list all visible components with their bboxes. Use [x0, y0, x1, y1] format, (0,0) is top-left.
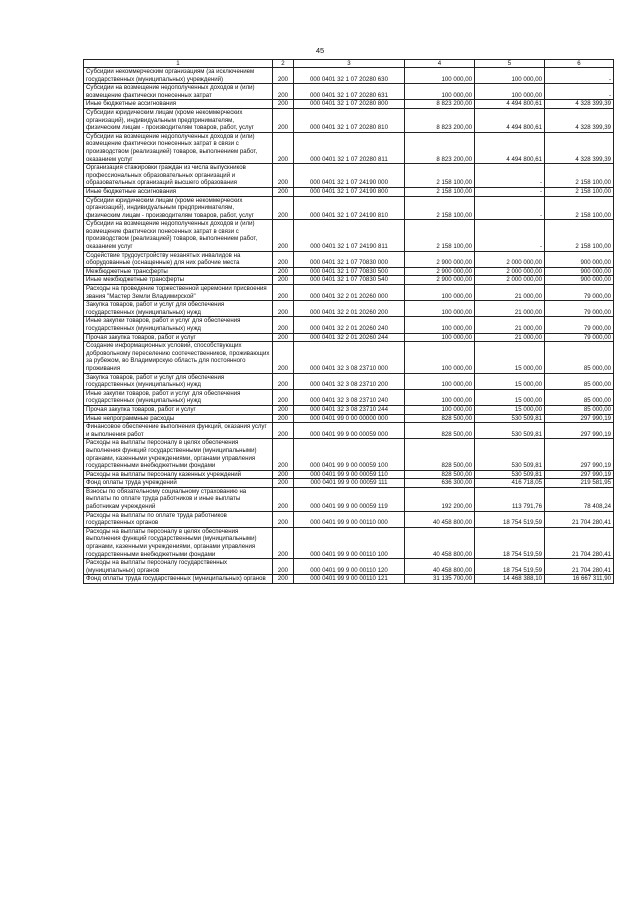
row-name: Фонд оплаты труда государственных (муниципальных) органов [84, 575, 273, 584]
row-line-code: 200 [273, 108, 294, 132]
row-unexecuted-amount: 85 000,00 [545, 389, 614, 405]
row-name: Субсидии на возмещение недополученных доходов и (или) возмещение фактически понесенных затрат в связи с производством (реализацией) товаров, выполнением работ, оказанием услуг [84, 220, 273, 251]
row-name: Иные бюджетные ассигнования [84, 187, 273, 196]
row-executed-amount: 18 754 519,59 [475, 559, 545, 575]
row-unexecuted-amount: 79 000,00 [545, 317, 614, 333]
row-name: Иные непрограммные расходы [84, 414, 273, 423]
row-line-code: 200 [273, 470, 294, 479]
row-approved-amount: 40 458 800,00 [405, 511, 475, 527]
row-approved-amount: 100 000,00 [405, 342, 475, 373]
row-name: Расходы на выплаты персоналу государственных (муниципальных) органов [84, 559, 273, 575]
row-executed-amount: 2 000 000,00 [475, 267, 545, 276]
row-line-code: 200 [273, 333, 294, 342]
table-row [84, 220, 614, 251]
row-line-code: 200 [273, 276, 294, 285]
table-row [84, 251, 614, 267]
row-executed-amount: 21 000,00 [475, 317, 545, 333]
row-approved-amount: 192 200,00 [405, 487, 475, 511]
row-unexecuted-amount: 79 000,00 [545, 333, 614, 342]
row-budget-code: 000 0401 32 1 07 20280 810 [294, 108, 405, 132]
row-name: Прочая закупка товаров, работ и услуг [84, 405, 273, 414]
row-executed-amount: 15 000,00 [475, 373, 545, 389]
table-row [84, 164, 614, 188]
row-line-code: 200 [273, 487, 294, 511]
row-unexecuted-amount: - [545, 84, 614, 100]
row-budget-code: 000 0401 32 3 08 23710 244 [294, 405, 405, 414]
row-executed-amount: 18 754 519,59 [475, 511, 545, 527]
row-approved-amount: 2 158 100,00 [405, 220, 475, 251]
row-name: Финансовое обеспечение выполнения функций, оказания услуг и выполнения работ [84, 423, 273, 439]
table-row [84, 414, 614, 423]
row-budget-code: 000 0401 99 9 00 00059 000 [294, 423, 405, 439]
row-name: Субсидии юридическим лицам (кроме некоммерческих организаций), индивидуальным предпринимателям, физическим лицам - производителям товаров, работ, услуг [84, 108, 273, 132]
table-row [84, 317, 614, 333]
row-executed-amount: 4 494 800,61 [475, 132, 545, 163]
row-name: Фонд оплаты труда учреждений [84, 479, 273, 488]
row-name: Закупка товаров, работ и услуг для обеспечения государственных (муниципальных) нужд [84, 373, 273, 389]
row-approved-amount: 2 900 000,00 [405, 276, 475, 285]
row-unexecuted-amount: 297 990,19 [545, 414, 614, 423]
row-budget-code: 000 0401 32 1 07 70830 000 [294, 251, 405, 267]
row-name: Создание информационных условий, способствующих добровольному переселению соотечественников, проживающих за рубежом, во Владимирскую область для постоянного проживания [84, 342, 273, 373]
row-unexecuted-amount: 4 328 399,39 [545, 108, 614, 132]
row-name: Расходы на проведение торжественной церемонии присвоения звания "Мастер Земли Владимирской" [84, 285, 273, 301]
row-executed-amount: 21 000,00 [475, 333, 545, 342]
row-approved-amount: 2 900 000,00 [405, 251, 475, 267]
column-header: 4 [405, 60, 475, 68]
row-name: Иные закупки товаров, работ и услуг для обеспечения государственных (муниципальных) нужд [84, 317, 273, 333]
row-executed-amount: 4 494 800,61 [475, 100, 545, 109]
row-name: Иные бюджетные ассигнования [84, 100, 273, 109]
row-unexecuted-amount: 16 667 311,90 [545, 575, 614, 584]
row-line-code: 200 [273, 559, 294, 575]
row-line-code: 200 [273, 317, 294, 333]
row-name: Расходы на выплаты персоналу в целях обеспечения выполнения функций государственными (муниципальными) органами, казенными учреждениями, органами управления государственными внебюджетными фондами [84, 527, 273, 558]
row-approved-amount: 100 000,00 [405, 301, 475, 317]
row-budget-code: 000 0401 99 9 00 00110 100 [294, 527, 405, 558]
row-budget-code: 000 0401 32 2 01 20260 240 [294, 317, 405, 333]
row-executed-amount: 14 468 388,10 [475, 575, 545, 584]
row-executed-amount: 100 000,00 [475, 68, 545, 84]
row-executed-amount: 21 000,00 [475, 285, 545, 301]
row-budget-code: 000 0401 32 1 07 70830 540 [294, 276, 405, 285]
row-budget-code: 000 0401 32 3 08 23710 200 [294, 373, 405, 389]
row-line-code: 200 [273, 479, 294, 488]
row-line-code: 200 [273, 373, 294, 389]
table-row [84, 405, 614, 414]
row-approved-amount: 100 000,00 [405, 373, 475, 389]
row-line-code: 200 [273, 187, 294, 196]
row-executed-amount: 4 494 800,61 [475, 108, 545, 132]
row-budget-code: 000 0401 32 1 07 20280 630 [294, 68, 405, 84]
table-row [84, 108, 614, 132]
row-line-code: 200 [273, 100, 294, 109]
page-number: 45 [315, 46, 325, 55]
column-header: 6 [545, 60, 614, 68]
row-budget-code: 000 0401 32 1 07 20280 811 [294, 132, 405, 163]
row-executed-amount: 530 509,81 [475, 414, 545, 423]
row-line-code: 200 [273, 84, 294, 100]
row-line-code: 200 [273, 164, 294, 188]
row-executed-amount: 100 000,00 [475, 84, 545, 100]
row-line-code: 200 [273, 267, 294, 276]
row-name: Субсидии на возмещение недополученных доходов и (или) возмещение фактически понесенных затрат в связи с производством (реализацией) товаров, выполнением работ, оказанием услуг [84, 132, 273, 163]
row-line-code: 200 [273, 439, 294, 470]
table-row [84, 342, 614, 373]
table-row [84, 187, 614, 196]
row-unexecuted-amount: 297 990,19 [545, 439, 614, 470]
row-unexecuted-amount: 21 704 280,41 [545, 527, 614, 558]
row-line-code: 200 [273, 342, 294, 373]
row-line-code: 200 [273, 196, 294, 220]
row-budget-code: 000 0401 99 9 00 00110 121 [294, 575, 405, 584]
row-line-code: 200 [273, 220, 294, 251]
row-budget-code: 000 0401 32 3 08 23710 240 [294, 389, 405, 405]
row-name: Содействие трудоустройству незанятых инвалидов на оборудованные (оснащенные) для них рабочие места [84, 251, 273, 267]
row-unexecuted-amount: 2 158 100,00 [545, 164, 614, 188]
row-approved-amount: 2 158 100,00 [405, 164, 475, 188]
row-unexecuted-amount: 79 000,00 [545, 285, 614, 301]
table-row [84, 301, 614, 317]
row-executed-amount: - [475, 164, 545, 188]
row-name: Расходы на выплаты персоналу в целях обеспечения выполнения функций государственными (муниципальными) органами, казенными учреждениями, органами управления государственными внебюджетными фондами [84, 439, 273, 470]
row-line-code: 200 [273, 405, 294, 414]
row-unexecuted-amount: 900 000,00 [545, 276, 614, 285]
table-row [84, 439, 614, 470]
row-name: Прочая закупка товаров, работ и услуг [84, 333, 273, 342]
row-line-code: 200 [273, 575, 294, 584]
budget-execution-table [83, 59, 614, 584]
row-line-code: 200 [273, 301, 294, 317]
row-approved-amount: 100 000,00 [405, 333, 475, 342]
row-line-code: 200 [273, 68, 294, 84]
row-name: Межбюджетные трансферты [84, 267, 273, 276]
row-approved-amount: 100 000,00 [405, 389, 475, 405]
row-executed-amount: 2 000 000,00 [475, 251, 545, 267]
row-approved-amount: 8 823 200,00 [405, 100, 475, 109]
table-row [84, 479, 614, 488]
table-row [84, 267, 614, 276]
row-executed-amount: 15 000,00 [475, 405, 545, 414]
row-line-code: 200 [273, 389, 294, 405]
table-row [84, 373, 614, 389]
row-executed-amount: 530 509,81 [475, 423, 545, 439]
row-approved-amount: 828 500,00 [405, 423, 475, 439]
table-row [84, 285, 614, 301]
row-budget-code: 000 0401 32 3 08 23710 000 [294, 342, 405, 373]
row-approved-amount: 100 000,00 [405, 84, 475, 100]
row-executed-amount: 18 754 519,59 [475, 527, 545, 558]
row-unexecuted-amount: 900 000,00 [545, 251, 614, 267]
row-budget-code: 000 0401 32 2 01 20260 200 [294, 301, 405, 317]
row-approved-amount: 2 900 000,00 [405, 267, 475, 276]
row-name: Иные межбюджетные трансферты [84, 276, 273, 285]
row-executed-amount: - [475, 196, 545, 220]
row-name: Субсидии некоммерческим организациям (за исключением государственных (муниципальных) учреждений) [84, 68, 273, 84]
row-approved-amount: 2 158 100,00 [405, 187, 475, 196]
row-name: Субсидии на возмещение недополученных доходов и (или) возмещение фактически понесенных затрат [84, 84, 273, 100]
row-budget-code: 000 0401 99 9 00 00110 000 [294, 511, 405, 527]
row-budget-code: 000 0401 32 1 07 24190 800 [294, 187, 405, 196]
row-unexecuted-amount: 219 581,95 [545, 479, 614, 488]
row-approved-amount: 8 823 200,00 [405, 108, 475, 132]
table-row [84, 84, 614, 100]
row-budget-code: 000 0401 99 9 00 00059 111 [294, 479, 405, 488]
row-budget-code: 000 0401 32 1 07 20280 631 [294, 84, 405, 100]
row-unexecuted-amount: - [545, 68, 614, 84]
row-executed-amount: 113 791,76 [475, 487, 545, 511]
row-executed-amount: 15 000,00 [475, 342, 545, 373]
row-unexecuted-amount: 900 000,00 [545, 267, 614, 276]
row-approved-amount: 100 000,00 [405, 317, 475, 333]
table-row [84, 132, 614, 163]
row-unexecuted-amount: 85 000,00 [545, 405, 614, 414]
row-budget-code: 000 0401 99 9 00 00059 100 [294, 439, 405, 470]
row-unexecuted-amount: 297 990,19 [545, 423, 614, 439]
row-budget-code: 000 0401 99 9 00 00059 119 [294, 487, 405, 511]
row-executed-amount: 416 718,05 [475, 479, 545, 488]
table-row [84, 276, 614, 285]
row-approved-amount: 828 500,00 [405, 414, 475, 423]
row-approved-amount: 40 458 800,00 [405, 559, 475, 575]
row-approved-amount: 100 000,00 [405, 405, 475, 414]
row-name: Организация стажировки граждан из числа выпускников профессиональных образовательных организаций и образовательных организаций высшего образования [84, 164, 273, 188]
table-row [84, 68, 614, 84]
table-row [84, 333, 614, 342]
table-row [84, 100, 614, 109]
row-unexecuted-amount: 85 000,00 [545, 373, 614, 389]
row-executed-amount: - [475, 220, 545, 251]
row-unexecuted-amount: 4 328 399,39 [545, 132, 614, 163]
row-executed-amount: 21 000,00 [475, 301, 545, 317]
row-line-code: 200 [273, 414, 294, 423]
table-header-row [84, 60, 614, 68]
row-budget-code: 000 0401 32 1 07 24190 811 [294, 220, 405, 251]
table-row [84, 389, 614, 405]
row-budget-code: 000 0401 32 1 07 70830 500 [294, 267, 405, 276]
row-budget-code: 000 0401 99 9 00 00059 110 [294, 470, 405, 479]
table-row [84, 423, 614, 439]
row-unexecuted-amount: 297 990,19 [545, 470, 614, 479]
table-row [84, 511, 614, 527]
row-unexecuted-amount: 2 158 100,00 [545, 187, 614, 196]
row-line-code: 200 [273, 132, 294, 163]
row-name: Закупка товаров, работ и услуг для обеспечения государственных (муниципальных) нужд [84, 301, 273, 317]
row-unexecuted-amount: 4 328 399,39 [545, 100, 614, 109]
row-approved-amount: 8 823 200,00 [405, 132, 475, 163]
table-row [84, 527, 614, 558]
row-budget-code: 000 0401 32 2 01 20260 244 [294, 333, 405, 342]
row-approved-amount: 40 458 800,00 [405, 527, 475, 558]
row-name: Взносы по обязательному социальному страхованию на выплаты по оплате труда работников и иные выплаты работникам учреждений [84, 487, 273, 511]
column-header: 1 [84, 60, 273, 68]
row-line-code: 200 [273, 285, 294, 301]
table-body [84, 68, 614, 584]
row-unexecuted-amount: 79 000,00 [545, 301, 614, 317]
row-budget-code: 000 0401 32 1 07 20280 800 [294, 100, 405, 109]
table-row [84, 575, 614, 584]
row-unexecuted-amount: 78 408,24 [545, 487, 614, 511]
row-approved-amount: 100 000,00 [405, 285, 475, 301]
table-row [84, 470, 614, 479]
row-unexecuted-amount: 2 158 100,00 [545, 196, 614, 220]
row-approved-amount: 828 500,00 [405, 439, 475, 470]
row-approved-amount: 31 135 700,00 [405, 575, 475, 584]
column-header: 5 [475, 60, 545, 68]
row-budget-code: 000 0401 32 1 07 24190 810 [294, 196, 405, 220]
column-header: 3 [294, 60, 405, 68]
row-line-code: 200 [273, 511, 294, 527]
row-executed-amount: 15 000,00 [475, 389, 545, 405]
row-executed-amount: 2 000 000,00 [475, 276, 545, 285]
row-line-code: 200 [273, 527, 294, 558]
table-row [84, 559, 614, 575]
row-approved-amount: 828 500,00 [405, 470, 475, 479]
table-row [84, 487, 614, 511]
row-budget-code: 000 0401 32 1 07 24190 000 [294, 164, 405, 188]
row-executed-amount: 530 509,81 [475, 439, 545, 470]
row-budget-code: 000 0401 32 2 01 20260 000 [294, 285, 405, 301]
row-line-code: 200 [273, 423, 294, 439]
row-unexecuted-amount: 21 704 280,41 [545, 511, 614, 527]
row-approved-amount: 100 000,00 [405, 68, 475, 84]
row-unexecuted-amount: 2 158 100,00 [545, 220, 614, 251]
table-row [84, 196, 614, 220]
row-line-code: 200 [273, 251, 294, 267]
row-approved-amount: 2 158 100,00 [405, 196, 475, 220]
row-name: Субсидии юридическим лицам (кроме некоммерческих организаций), индивидуальным предпринимателям, физическим лицам - производителям товаров, работ, услуг [84, 196, 273, 220]
row-name: Расходы на выплаты персоналу казенных учреждений [84, 470, 273, 479]
row-budget-code: 000 0401 99 0 00 00000 000 [294, 414, 405, 423]
row-executed-amount: 530 509,81 [475, 470, 545, 479]
row-name: Расходы на выплаты по оплате труда работников государственных органов [84, 511, 273, 527]
row-unexecuted-amount: 85 000,00 [545, 342, 614, 373]
row-unexecuted-amount: 21 704 280,41 [545, 559, 614, 575]
column-header: 2 [273, 60, 294, 68]
row-name: Иные закупки товаров, работ и услуг для обеспечения государственных (муниципальных) нужд [84, 389, 273, 405]
row-executed-amount: - [475, 187, 545, 196]
row-budget-code: 000 0401 99 9 00 00110 120 [294, 559, 405, 575]
row-approved-amount: 636 300,00 [405, 479, 475, 488]
